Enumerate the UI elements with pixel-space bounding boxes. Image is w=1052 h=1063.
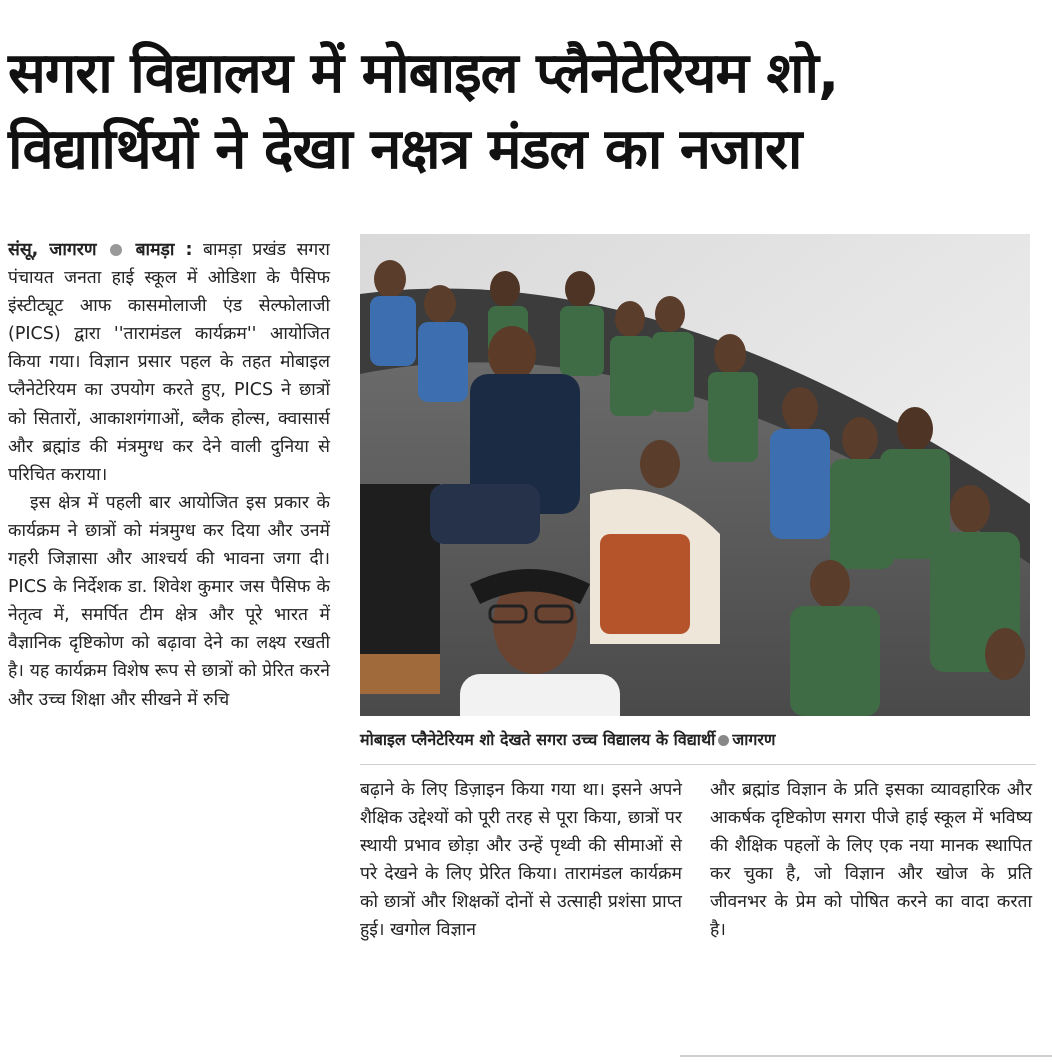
caption-text: मोबाइल प्लैनेटेरियम शो देखते सगरा उच्च विद्यालय के विद्यार्थी xyxy=(360,730,716,749)
dateline-source: संसू, जागरण xyxy=(8,240,97,260)
bullet-dot-icon xyxy=(110,244,122,256)
headline xyxy=(8,36,1048,188)
article-column-1 xyxy=(8,236,330,714)
dateline-place: बामड़ा : xyxy=(135,240,193,260)
caption-credit: जागरण xyxy=(732,730,776,749)
caption-bullet-icon xyxy=(718,735,729,746)
paragraph-1: बामड़ा प्रखंड सगरा पंचायत जनता हाई स्कूल में ओडिशा के पैसिफ इंस्टीट्यूट आफ कासमोलाजी एंड सेल्फोलाजी (PICS) द्वारा ''तारामंडल कार्यक्रम'' आयोजित किया गया। विज्ञान प्रसार पहल के तहत मोबाइल प्लैनेटेरियम का उपयोग करते हुए, PICS ने छात्रों को सितारों, आकाशगंगाओं, ब्लैक होल्स, क्वासार्स और ब्रह्मांड की मंत्रमुग्ध कर देने वाली दुनिया से परिचित कराया। xyxy=(8,240,330,485)
column-2-text: बढ़ाने के लिए डिज़ाइन किया गया था। इसने अपने शैक्षिक उद्देश्यों को पूरी तरह से पूरा किया, छात्रों पर स्थायी प्रभाव छोड़ा और उन्हें पृथ्वी की सीमाओं से परे देखने के लिए प्रेरित किया। तारामंडल कार्यक्रम को छात्रों और शिक्षकों दोनों से उत्साही प्रशंसा प्राप्त हुई। खगोल विज्ञान xyxy=(360,780,682,941)
photo-caption xyxy=(360,728,1040,750)
bottom-divider xyxy=(680,1055,1052,1057)
headline-line-1: सगरा विद्यालय में मोबाइल प्लैनेटेरियम शो, xyxy=(8,41,839,106)
paragraph-2: इस क्षेत्र में पहली बार आयोजित इस प्रकार के कार्यक्रम ने छात्रों को मंत्रमुग्ध कर दिया और उनमें गहरी जिज्ञासा और आश्चर्य की भावना जगा दी। PICS के निर्देशक डा. शिवेश कुमार जस पैसिफ के नेतृत्व में, समर्पित टीम क्षेत्र और पूरे भारत में वैज्ञानिक दृष्टिकोण को बढ़ावा देने का लक्ष्य रखती है। यह कार्यक्रम विशेष रूप से छात्रों को प्रेरित करने और उच्च शिक्षा और सीखने में रुचि xyxy=(8,492,330,710)
projector-tray xyxy=(360,654,440,694)
article-column-3 xyxy=(710,776,1032,945)
projector-box xyxy=(360,484,440,664)
column-3-text: और ब्रह्मांड विज्ञान के प्रति इसका व्यावहारिक और आकर्षक दृष्टिकोण सगरा पीजे हाई स्कूल में भविष्य की शैक्षिक पहलों के लिए एक नया मानक स्थापित कर चुका है, जो विज्ञान और खोज के प्रति जीवनभर के प्रेम को पोषित करने का वादा करता है। xyxy=(710,780,1032,941)
article-photo xyxy=(360,234,1030,716)
caption-divider xyxy=(360,764,1036,765)
article-column-2 xyxy=(360,776,682,945)
headline-line-2: विद्यार्थियों ने देखा नक्षत्र मंडल का नजारा xyxy=(8,117,802,182)
planetarium-photo-illustration xyxy=(360,234,1030,716)
